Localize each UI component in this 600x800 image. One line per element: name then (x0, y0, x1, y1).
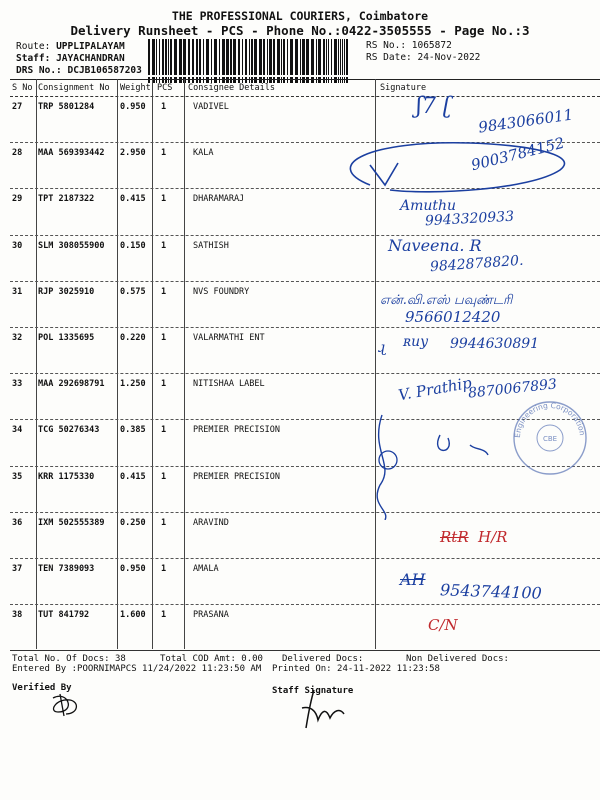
row-consignee: NVS FOUNDRY (193, 286, 250, 297)
row-weight: 0.415 (120, 194, 146, 205)
col-pcs: PCS (157, 83, 173, 93)
struck-mark: RtR (440, 528, 469, 546)
row-consignee: NITISHAA LABEL (193, 379, 265, 390)
row-sno: 32 (12, 333, 23, 343)
staff-label: Staff: (16, 53, 51, 64)
row-consignee: PREMIER PRECISION (193, 471, 280, 482)
row-pcs: 1 (161, 471, 167, 482)
row-weight: 2.950 (120, 148, 146, 159)
row-consignee: KALA (193, 148, 214, 159)
row-consignment-no: RJP 3025910 (38, 286, 95, 297)
total-docs: Total No. Of Docs: 38 (12, 654, 126, 664)
row-sno: 34 (12, 425, 23, 436)
staff-signature-mark (292, 688, 352, 730)
handwritten-status: H/R (478, 528, 508, 546)
total-cod: Total COD Amt: 0.00 (160, 654, 263, 664)
row-weight: 0.220 (120, 333, 146, 343)
row-pcs: 1 (161, 425, 167, 436)
row-consignee: PRASANA (193, 610, 229, 621)
col-consignment: Consignment No (38, 83, 110, 93)
handwritten-phone: 9943320933 (424, 208, 515, 230)
row-pcs: 1 (161, 610, 167, 621)
table-row (10, 604, 600, 651)
runsheet-subtitle: Delivery Runsheet - PCS - Phone No.:0422-3505555 - Page No.:3 (70, 23, 530, 38)
row-consignee: DHARAMARAJ (193, 194, 245, 205)
col-weight: Weight (120, 83, 151, 93)
col-signature: Signature (380, 83, 427, 93)
row-pcs: 1 (161, 517, 167, 528)
footer-rule (10, 650, 600, 651)
row-pcs: 1 (161, 286, 167, 297)
row-sno: 38 (12, 610, 23, 621)
printed-on: Printed On: 24-11-2022 11:23:58 (272, 664, 440, 674)
col-sno: S No (12, 83, 33, 93)
row-consignment-no: MAA 569393442 (38, 148, 105, 159)
handwritten-phone: 9566012420 (405, 308, 501, 326)
row-pcs: 1 (161, 148, 167, 159)
row-consignment-no: TUT 841792 (38, 610, 90, 621)
row-weight: 1.600 (120, 610, 146, 621)
row-consignment-no: TCG 50276343 (38, 425, 100, 436)
row-weight: 0.575 (120, 286, 146, 297)
handwritten-phone: 9842878820. (429, 252, 524, 276)
delivered-docs: Delivered Docs: (282, 654, 364, 664)
row-consignment-no: TRP 5801284 (38, 102, 95, 112)
staff-value: JAYACHANDRAN (56, 53, 125, 64)
handwritten-phone: 9003784152 (469, 133, 567, 175)
row-sno: 27 (12, 102, 23, 112)
struck-mark: AH (400, 570, 426, 589)
row-consignment-no: MAA 292698791 (38, 379, 105, 390)
row-consignee: SATHISH (193, 240, 229, 251)
rs-number: RS No.: 1065872 (366, 40, 452, 51)
staff-signature-label: Staff Signature (272, 686, 354, 696)
handwritten-phone: 8870067893 (467, 376, 558, 402)
row-consignment-no: SLM 308055900 (38, 240, 105, 251)
handwritten-name: Amuthu (400, 198, 457, 214)
handwritten-phone: 9843066011 (477, 105, 575, 137)
staff-field (16, 53, 125, 64)
row-consignment-no: POL 1335695 (38, 333, 95, 343)
entered-by: Entered By :POORNIMAPCS 11/24/2022 11:23:50 AM (12, 664, 262, 674)
route-label: Route: (16, 41, 51, 52)
company-stamp (505, 398, 600, 478)
row-pcs: 1 (161, 240, 167, 251)
row-weight: 0.950 (120, 102, 146, 112)
company-title: THE PROFESSIONAL COURIERS, Coimbatore (171, 9, 429, 23)
row-consignee: AMALA (193, 564, 219, 574)
row-sno: 35 (12, 471, 23, 482)
row-consignee: VADIVEL (193, 102, 229, 112)
row-sno: 31 (12, 286, 23, 297)
drs-label: DRS No.: (16, 65, 62, 76)
drs-value: DCJB106587203 (67, 65, 142, 76)
row-sno: 29 (12, 194, 23, 205)
non-delivered-docs: Non Delivered Docs: (406, 654, 509, 664)
row-consignee: PREMIER PRECISION (193, 425, 280, 436)
signature-mark: ʃ7 ʗ (416, 94, 453, 119)
route-field (16, 41, 125, 52)
row-consignment-no: IXM 502555389 (38, 517, 105, 528)
row-sno: 30 (12, 240, 23, 251)
stamp-center: CBE (542, 435, 558, 443)
row-weight: 0.385 (120, 425, 146, 436)
signature-mark: ʀuy (403, 334, 429, 350)
row-weight: 0.950 (120, 564, 146, 574)
row-weight: 0.250 (120, 517, 146, 528)
row-pcs: 1 (161, 379, 167, 390)
verifier-signature (48, 690, 88, 718)
row-pcs: 1 (161, 333, 167, 343)
drs-field (16, 65, 142, 76)
row-consignee: VALARMATHI ENT (193, 333, 265, 343)
col-consignee: Consignee Details (188, 83, 275, 93)
row-pcs: 1 (161, 564, 167, 574)
row-weight: 1.250 (120, 379, 146, 390)
stamp-text: Engineering Corporation (512, 400, 587, 439)
barcode-image (148, 39, 350, 75)
rs-date: RS Date: 24-Nov-2022 (366, 52, 481, 63)
row-pcs: 1 (161, 102, 167, 112)
handwritten-name: Naveena. R (388, 236, 482, 255)
handwritten-status: C/N (428, 616, 458, 634)
row-sno: 36 (12, 517, 23, 528)
row-consignment-no: TEN 7389093 (38, 564, 95, 574)
row-sno: 33 (12, 379, 23, 390)
row-sno: 37 (12, 564, 23, 574)
row-consignee: ARAVIND (193, 517, 229, 528)
row-consignment-no: KRR 1175330 (38, 471, 95, 482)
row-consignment-no: TPT 2187322 (38, 194, 95, 205)
handwritten-tamil: என்.வி.எஸ் பவுண்டரி (380, 293, 513, 308)
table-header (10, 79, 600, 97)
handwritten-phone: 9944630891 (450, 336, 540, 352)
handwritten-phone: 9543744100 (439, 580, 543, 603)
signature-mark: ɻ (378, 340, 386, 356)
row-pcs: 1 (161, 194, 167, 205)
svg-text:Engineering Corporation (513, 401, 587, 438)
handwritten-name: V. Prathip (396, 373, 474, 405)
row-weight: 0.150 (120, 240, 146, 251)
verified-by-label: Verified By (12, 683, 72, 693)
row-sno: 28 (12, 148, 23, 159)
route-value: UPPLIPALAYAM (56, 41, 125, 52)
row-weight: 0.415 (120, 471, 146, 482)
